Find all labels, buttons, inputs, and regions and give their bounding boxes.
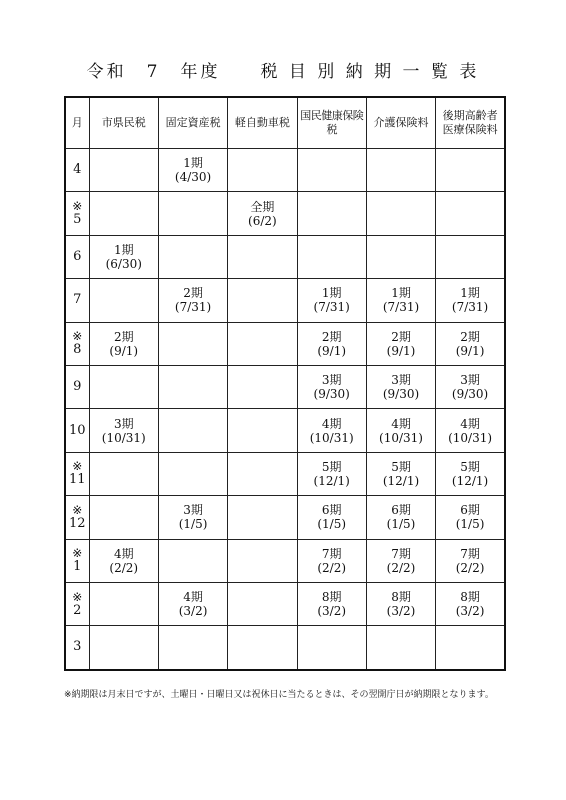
due-cell-kotei	[158, 452, 227, 495]
table-body	[65, 149, 505, 670]
installment-label: 5期	[391, 459, 411, 474]
installment-label: 2期	[391, 329, 411, 344]
holiday-note-mark: ※	[72, 502, 83, 517]
due-cell-keijidosha	[228, 235, 297, 278]
table-row	[65, 192, 505, 235]
month-number: 1	[73, 559, 82, 575]
installment-label: 5期	[321, 459, 342, 474]
column-header-label: 介護保険料	[373, 116, 429, 129]
tax-schedule-table	[64, 96, 506, 671]
due-date: (7/31)	[174, 300, 212, 315]
due-cell-kaigo	[366, 235, 435, 278]
table-row	[65, 149, 505, 192]
month-number: 10	[69, 422, 86, 438]
installment-label: 8期	[460, 590, 480, 605]
due-cell-kokuho	[297, 149, 366, 192]
due-date: (12/1)	[313, 473, 350, 488]
column-header-koki	[436, 97, 505, 149]
due-cell-kokuho	[297, 365, 366, 408]
installment-label: 7期	[321, 546, 342, 561]
month-number: 2	[73, 602, 82, 618]
month-number: 8	[73, 342, 82, 358]
installment-label: 8期	[391, 590, 411, 605]
due-cell-shikenmin	[89, 235, 158, 278]
installment-label: 1期	[391, 286, 411, 301]
due-date: (9/30)	[382, 387, 420, 402]
installment-label: 6期	[391, 503, 411, 518]
due-cell-keijidosha	[228, 192, 297, 235]
table-row	[65, 539, 505, 582]
due-cell-kotei	[158, 582, 227, 625]
due-cell-keijidosha	[228, 496, 297, 539]
installment-label: 3期	[321, 373, 342, 388]
due-cell-kaigo	[366, 322, 435, 365]
holiday-note-mark: ※	[72, 199, 83, 214]
due-cell-kokuho	[297, 452, 366, 495]
column-header-kotei	[158, 97, 227, 149]
due-cell-kaigo	[366, 149, 435, 192]
installment-label: 4期	[321, 416, 342, 431]
due-cell-koki	[436, 235, 505, 278]
column-header-shikenmin	[89, 97, 158, 149]
column-header-label: 医療保険料	[442, 123, 498, 136]
header-row	[65, 97, 505, 149]
due-cell-keijidosha	[228, 452, 297, 495]
due-cell-keijidosha	[228, 322, 297, 365]
month-cell	[65, 409, 89, 452]
due-date: (7/31)	[451, 300, 489, 315]
month-cell	[65, 452, 89, 495]
page-title: 令和 7 年度 税 目 別 納 期 一 覧 表	[86, 62, 480, 82]
due-date: (1/5)	[455, 517, 485, 532]
installment-label: 3期	[460, 373, 480, 388]
installment-label: 2期	[113, 329, 134, 344]
installment-label: 4期	[460, 416, 480, 431]
due-cell-koki	[436, 539, 505, 582]
table-row	[65, 626, 505, 670]
month-number: 4	[73, 162, 82, 178]
due-cell-koki	[436, 365, 505, 408]
due-cell-kokuho	[297, 235, 366, 278]
due-cell-shikenmin	[89, 279, 158, 322]
month-cell	[65, 496, 89, 539]
due-cell-koki	[436, 192, 505, 235]
footnote: ※納期限は月末日ですが、土曜日・日曜日又は祝休日に当たるときは、その翌開庁日が納期限となります。	[64, 690, 494, 700]
month-cell	[65, 582, 89, 625]
due-cell-kotei	[158, 279, 227, 322]
month-number: 9	[73, 379, 82, 395]
due-date: (2/2)	[455, 560, 485, 575]
due-cell-koki	[436, 149, 505, 192]
month-cell	[65, 192, 89, 235]
due-cell-shikenmin	[89, 409, 158, 452]
installment-label: 2期	[321, 329, 342, 344]
due-cell-shikenmin	[89, 539, 158, 582]
column-header-label: 軽自動車税	[234, 116, 290, 129]
table-row	[65, 322, 505, 365]
due-cell-koki	[436, 582, 505, 625]
column-header-kokuho	[297, 97, 366, 149]
due-cell-kaigo	[366, 626, 435, 670]
installment-label: 4期	[113, 546, 134, 561]
month-number: 5	[73, 212, 82, 228]
month-cell	[65, 539, 89, 582]
due-cell-kotei	[158, 539, 227, 582]
due-cell-kokuho	[297, 582, 366, 625]
due-date: (6/2)	[248, 213, 277, 228]
due-cell-keijidosha	[228, 582, 297, 625]
due-date: (2/2)	[386, 560, 416, 575]
due-cell-shikenmin	[89, 192, 158, 235]
due-date: (6/30)	[105, 256, 142, 271]
due-date: (7/31)	[382, 300, 420, 315]
due-date: (3/2)	[386, 604, 416, 619]
column-header-label: 固定資産税	[165, 116, 221, 129]
due-cell-shikenmin	[89, 496, 158, 539]
table-row	[65, 279, 505, 322]
month-number: 11	[69, 472, 86, 488]
installment-label: 7期	[391, 546, 411, 561]
due-date: (3/2)	[178, 604, 208, 619]
holiday-note-mark: ※	[72, 589, 83, 604]
due-cell-kotei	[158, 409, 227, 452]
month-cell	[65, 626, 89, 670]
due-date: (2/2)	[109, 560, 139, 575]
due-cell-kokuho	[297, 539, 366, 582]
installment-label: 7期	[460, 546, 480, 561]
installment-label: 3期	[183, 503, 203, 518]
due-cell-kaigo	[366, 365, 435, 408]
table-row	[65, 582, 505, 625]
due-date: (9/1)	[109, 343, 139, 358]
due-date: (7/31)	[313, 300, 350, 315]
column-header-label: 後期高齢者	[442, 109, 498, 122]
installment-label: 8期	[321, 590, 342, 605]
due-date: (3/2)	[455, 604, 485, 619]
due-date: (9/30)	[451, 387, 489, 402]
due-date: (4/30)	[174, 170, 212, 185]
due-date: (2/2)	[317, 560, 347, 575]
installment-label: 1期	[321, 286, 342, 301]
due-cell-shikenmin	[89, 149, 158, 192]
month-number: 7	[73, 292, 82, 308]
due-cell-shikenmin	[89, 582, 158, 625]
due-date: (9/1)	[317, 343, 347, 358]
installment-label: 6期	[460, 503, 480, 518]
due-cell-keijidosha	[228, 149, 297, 192]
due-date: (10/31)	[379, 430, 423, 445]
installment-label: 6期	[321, 503, 342, 518]
installment-label: 1期	[183, 156, 203, 171]
table-row	[65, 365, 505, 408]
due-cell-koki	[436, 409, 505, 452]
due-cell-keijidosha	[228, 279, 297, 322]
table-row	[65, 235, 505, 278]
due-cell-kokuho	[297, 409, 366, 452]
column-header-keijidosha	[228, 97, 297, 149]
month-number: 12	[69, 515, 86, 531]
due-date: (12/1)	[382, 473, 420, 488]
due-cell-shikenmin	[89, 626, 158, 670]
month-cell	[65, 279, 89, 322]
month-cell	[65, 322, 89, 365]
table-row	[65, 496, 505, 539]
due-cell-kokuho	[297, 496, 366, 539]
due-cell-keijidosha	[228, 539, 297, 582]
due-cell-keijidosha	[228, 365, 297, 408]
due-cell-kaigo	[366, 496, 435, 539]
due-cell-kotei	[158, 192, 227, 235]
due-date: (3/2)	[317, 604, 347, 619]
due-cell-kaigo	[366, 539, 435, 582]
due-cell-kotei	[158, 235, 227, 278]
installment-label: 全期	[250, 199, 275, 214]
due-cell-kotei	[158, 496, 227, 539]
due-cell-keijidosha	[228, 626, 297, 670]
table-header	[65, 97, 505, 149]
due-cell-shikenmin	[89, 365, 158, 408]
due-cell-kokuho	[297, 626, 366, 670]
month-number: 6	[73, 248, 82, 264]
due-cell-shikenmin	[89, 452, 158, 495]
due-cell-koki	[436, 626, 505, 670]
due-cell-kaigo	[366, 582, 435, 625]
column-header-label: 国民健康保険税	[300, 109, 364, 136]
due-cell-shikenmin	[89, 322, 158, 365]
due-cell-kaigo	[366, 409, 435, 452]
month-number: 3	[73, 639, 82, 655]
due-date: (9/1)	[455, 343, 485, 358]
due-date: (10/31)	[448, 430, 493, 445]
column-header-label: 月	[71, 116, 83, 129]
due-cell-koki	[436, 496, 505, 539]
installment-label: 4期	[391, 416, 411, 431]
holiday-note-mark: ※	[72, 459, 83, 474]
due-date: (9/1)	[386, 343, 416, 358]
due-cell-kokuho	[297, 279, 366, 322]
due-cell-kotei	[158, 626, 227, 670]
installment-label: 2期	[460, 329, 480, 344]
due-cell-kokuho	[297, 322, 366, 365]
due-cell-kotei	[158, 149, 227, 192]
due-date: (12/1)	[451, 473, 489, 488]
due-cell-koki	[436, 322, 505, 365]
month-cell	[65, 149, 89, 192]
column-header-month	[65, 97, 89, 149]
installment-label: 5期	[460, 459, 480, 474]
due-cell-kotei	[158, 322, 227, 365]
table-row	[65, 409, 505, 452]
due-date: (1/5)	[386, 517, 416, 532]
installment-label: 1期	[113, 242, 134, 257]
due-cell-kaigo	[366, 279, 435, 322]
column-header-label: 市県民税	[101, 116, 146, 129]
column-header-kaigo	[366, 97, 435, 149]
due-date: (10/31)	[309, 430, 354, 445]
holiday-note-mark: ※	[72, 329, 83, 344]
due-date: (1/5)	[317, 517, 347, 532]
due-cell-keijidosha	[228, 409, 297, 452]
holiday-note-mark: ※	[72, 546, 83, 561]
due-cell-kokuho	[297, 192, 366, 235]
installment-label: 3期	[113, 416, 134, 431]
month-cell	[65, 235, 89, 278]
due-cell-kaigo	[366, 192, 435, 235]
installment-label: 2期	[183, 286, 203, 301]
due-cell-koki	[436, 279, 505, 322]
month-cell	[65, 365, 89, 408]
installment-label: 3期	[391, 373, 411, 388]
due-date: (1/5)	[178, 517, 208, 532]
table-row	[65, 452, 505, 495]
due-date: (9/30)	[313, 387, 350, 402]
due-date: (10/31)	[101, 430, 146, 445]
due-cell-kaigo	[366, 452, 435, 495]
installment-label: 1期	[460, 286, 480, 301]
installment-label: 4期	[183, 590, 203, 605]
due-cell-kotei	[158, 365, 227, 408]
due-cell-koki	[436, 452, 505, 495]
